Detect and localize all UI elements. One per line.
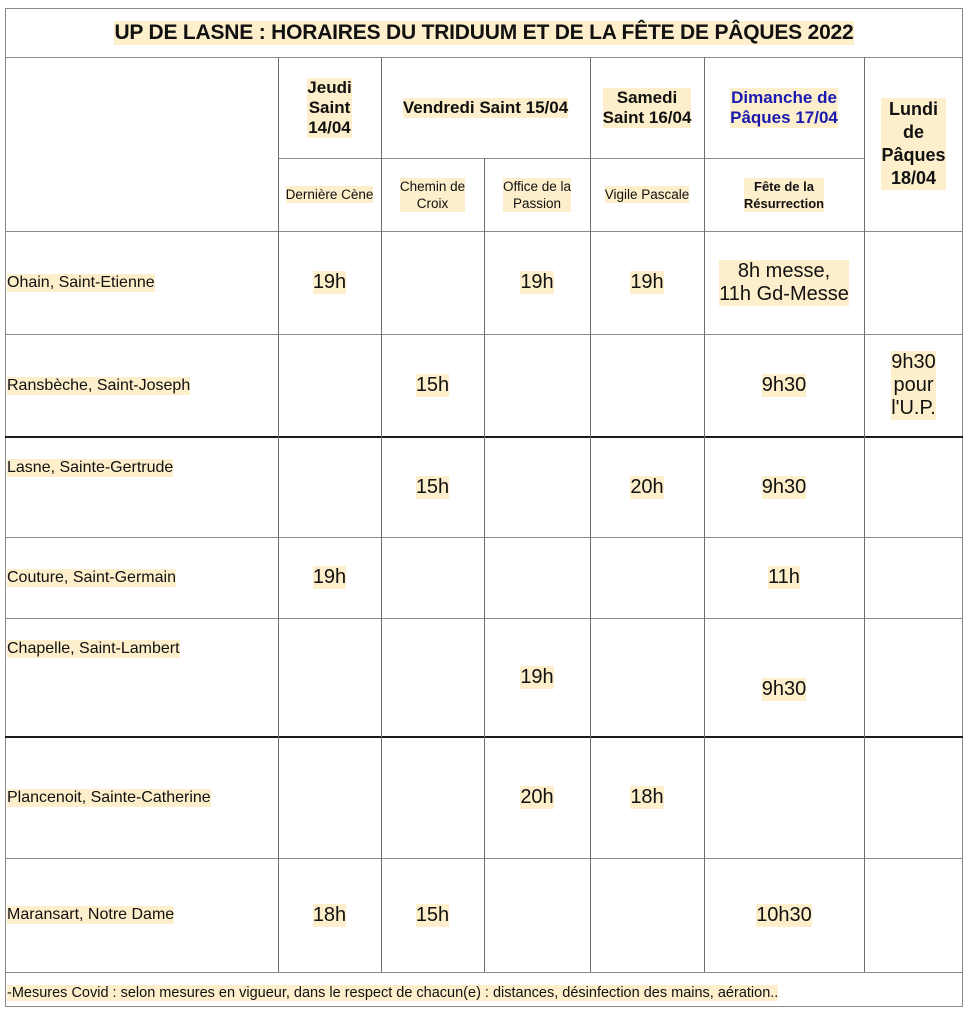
time-cell [381,618,484,737]
time-cell [704,231,864,334]
service-label: Fête de la Résurrection [743,178,825,211]
service-office-passion [484,158,590,231]
service-chemin-de-croix [381,158,484,231]
time-value [416,904,449,927]
time-line: 10h30 [756,903,812,926]
time-cell [381,437,484,537]
place-cell [5,618,278,737]
divider [5,972,963,973]
time-value [520,786,553,809]
service-label: Vigile Pascale [604,187,690,202]
place-name: Ransbèche, Saint-Joseph [7,376,191,394]
time-value [762,678,807,701]
time-cell [278,858,381,972]
time-line: 9h30 [761,475,807,498]
column-divider [864,57,865,972]
time-value [520,271,553,294]
header-day-label: Samedi Saint 16/04 [602,87,692,127]
place-name: Chapelle, Saint-Lambert [7,640,180,657]
page-title [5,8,963,57]
time-cell [590,231,704,334]
time-line: 8h messe, [737,259,831,282]
time-value [416,374,449,397]
place-cell [5,737,278,858]
time-value [891,351,936,420]
place-name: Plancenoit, Sainte-Catherine [7,788,211,806]
time-cell [864,537,963,618]
place-cell [5,537,278,618]
header-dimanche-paques [704,57,864,158]
column-divider [590,57,591,972]
header-lundi-paques [864,57,963,231]
header-vendredi-saint [381,57,590,158]
service-derniere-cene [278,158,381,231]
time-line: l'U.P. [891,397,936,419]
time-value [313,271,346,294]
time-line: 20h [520,786,554,808]
time-line: 19h [520,666,554,688]
time-cell [278,618,381,737]
time-line: 19h [312,566,347,588]
service-label: Chemin de Croix [399,178,466,211]
time-value [520,666,553,689]
time-cell [864,437,963,537]
time-cell [484,618,590,737]
place-cell [5,231,278,334]
time-cell [590,737,704,858]
time-cell [704,334,864,437]
time-cell [381,537,484,618]
place-name: Ohain, Saint-Etienne [7,273,155,291]
time-cell [278,231,381,334]
service-label: Office de la Passion [502,178,572,211]
time-cell [864,231,963,334]
place-cell [5,334,278,437]
time-cell [381,231,484,334]
time-cell [864,858,963,972]
time-cell [278,537,381,618]
time-cell [590,858,704,972]
time-value [762,374,807,397]
time-line: 19h [312,271,347,293]
header-day-label: Dimanche de Pâques 17/04 [730,87,838,127]
time-cell [278,334,381,437]
time-cell [484,537,590,618]
time-cell [590,437,704,537]
time-line: 15h [415,475,450,498]
time-line: pour [893,374,934,396]
time-value [630,476,663,499]
time-line: 18h [312,903,347,926]
header-samedi-saint [590,57,704,158]
time-line: 11h [768,566,800,588]
time-value [313,904,346,927]
time-value [768,566,800,589]
time-cell [704,858,864,972]
time-line: 9h30 [761,678,807,700]
header-day-label: Jeudi Saint 14/04 [307,77,352,137]
service-vigile-pascale [590,158,704,231]
covid-note-text: -Mesures Covid : selon mesures en vigueur, dans le respect de chacun(e) : distances, désinfection des mains, aération.. [7,985,779,1001]
time-line: 15h [415,903,450,926]
time-cell [484,858,590,972]
time-line: 19h [520,271,554,293]
time-cell [590,618,704,737]
place-name: Lasne, Sainte-Gertrude [7,459,174,476]
time-line: 18h [630,786,664,808]
time-value [630,271,663,294]
column-divider [704,57,705,972]
time-cell [278,737,381,858]
column-divider [484,158,485,972]
place-name: Maransart, Notre Dame [7,906,175,923]
column-divider [381,57,382,972]
header-day-label: Vendredi Saint 15/04 [402,97,569,117]
time-cell [484,231,590,334]
time-value [762,476,807,499]
time-cell [864,334,963,437]
time-cell [278,437,381,537]
time-line: 9h30 [761,374,807,396]
time-cell [484,334,590,437]
time-cell [381,334,484,437]
place-cell [5,437,278,537]
time-cell [864,737,963,858]
time-value [630,786,663,809]
time-cell [704,737,864,858]
time-value [313,566,346,589]
time-cell [484,737,590,858]
time-cell [704,537,864,618]
column-divider [278,57,279,972]
time-value [416,476,449,499]
service-label: Dernière Cène [285,187,374,202]
title-text: UP DE LASNE : HORAIRES DU TRIDUUM ET DE LA FÊTE DE PÂQUES 2022 [114,20,854,44]
place-cell [5,858,278,972]
time-value [756,904,812,927]
time-cell [381,858,484,972]
time-cell [484,437,590,537]
time-line: 20h [630,475,664,498]
time-line: 19h [630,271,664,293]
time-cell [704,618,864,737]
place-name: Couture, Saint-Germain [7,568,176,586]
header-day-label: Lundi de Pâques 18/04 [881,99,946,188]
time-line: 15h [415,374,450,396]
time-cell [381,737,484,858]
time-cell [864,618,963,737]
time-line: 11h Gd-Messe [719,282,849,305]
time-cell [590,334,704,437]
time-value [719,260,849,306]
service-fete-resurrection [704,158,864,231]
covid-note [5,980,963,1006]
header-jeudi-saint [278,57,381,158]
time-line: 9h30 [891,351,936,373]
time-cell [590,537,704,618]
time-cell [704,437,864,537]
